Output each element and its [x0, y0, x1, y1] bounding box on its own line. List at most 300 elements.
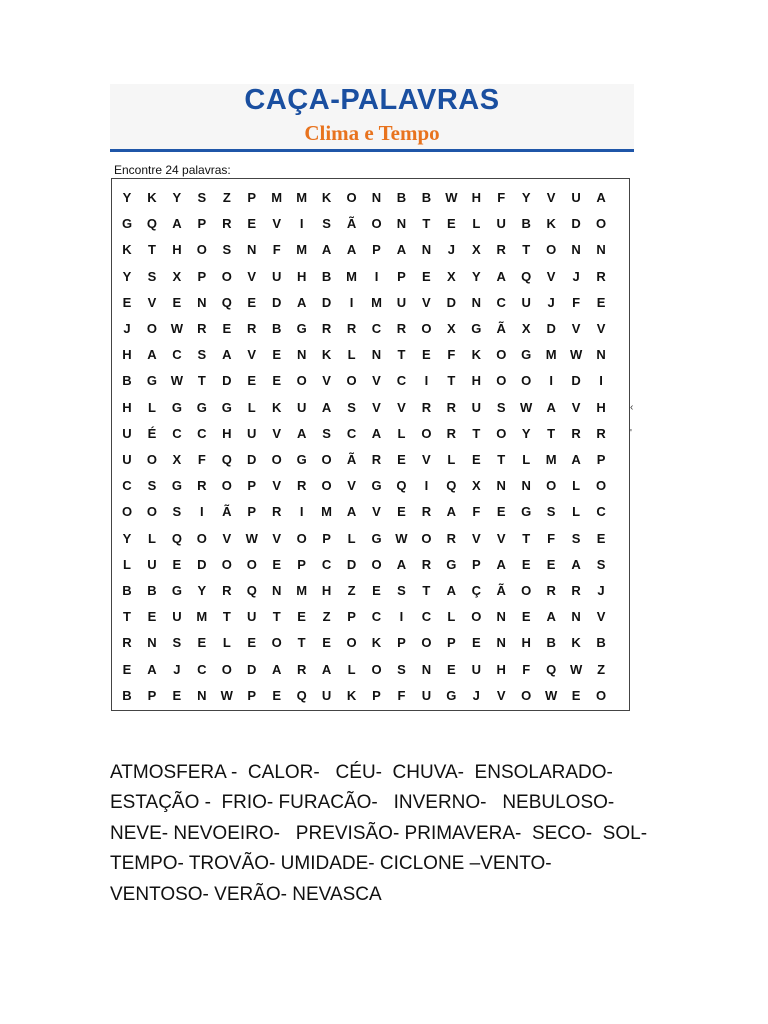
- grid-letter: L: [572, 478, 581, 494]
- grid-letter: L: [147, 399, 156, 415]
- grid-letter: T: [447, 373, 456, 389]
- grid-letter: N: [271, 583, 282, 598]
- grid-letter: N: [421, 242, 432, 258]
- grid-letter: V: [546, 268, 556, 284]
- grid-letter: Q: [446, 478, 457, 494]
- grid-letter: O: [496, 347, 507, 363]
- word-list-line: NEVE- NEVOEIRO- PREVISÃO- PRIMAVERA- SECO- SOL-: [110, 822, 648, 844]
- grid-letter: Y: [122, 268, 132, 284]
- grid-letter: O: [471, 609, 482, 625]
- grid-letter: A: [446, 504, 457, 520]
- grid-letter: C: [396, 373, 407, 389]
- grid-letter: C: [122, 478, 132, 494]
- grid-letter: Y: [172, 190, 182, 205]
- grid-letter: R: [197, 321, 207, 336]
- header-rule: [110, 149, 634, 152]
- grid-letter: O: [271, 635, 282, 651]
- grid-letter: V: [397, 399, 406, 415]
- grid-edge-mark: ': [630, 427, 632, 439]
- grid-letter: V: [272, 530, 282, 546]
- grid-letter: E: [496, 504, 506, 520]
- grid-letter: M: [296, 242, 308, 258]
- grid-letter: R: [296, 478, 307, 494]
- grid-letter: E: [172, 294, 182, 310]
- grid-letter: U: [396, 294, 407, 310]
- grid-letter: V: [471, 530, 481, 546]
- grid-letter: I: [299, 216, 304, 232]
- grid-letter: U: [122, 425, 132, 441]
- grid-letter: D: [197, 556, 207, 572]
- grid-letter: S: [322, 425, 331, 441]
- grid-letter: K: [271, 399, 282, 415]
- grid-letter: A: [571, 556, 581, 572]
- grid-letter: I: [399, 609, 404, 625]
- grid-letter: O: [595, 216, 607, 232]
- grid-letter: T: [222, 609, 231, 625]
- grid-row: [112, 368, 629, 394]
- grid-letter: H: [222, 425, 232, 441]
- grid-letter: E: [222, 321, 232, 336]
- grid-letter: E: [272, 687, 282, 703]
- grid-letter: S: [147, 478, 157, 494]
- grid-letter: S: [222, 242, 232, 258]
- grid-letter: N: [197, 687, 207, 703]
- grid-letter: A: [371, 425, 382, 441]
- grid-letter: N: [596, 242, 606, 258]
- grid-letter: É: [147, 425, 157, 441]
- grid-letter: O: [595, 687, 607, 703]
- grid-letter: U: [321, 687, 332, 703]
- grid-letter: V: [347, 478, 356, 494]
- grid-letter: M: [545, 452, 557, 467]
- grid-letter: P: [596, 452, 606, 467]
- grid-letter: V: [372, 504, 381, 520]
- grid-letter: E: [471, 635, 481, 651]
- grid-letter: F: [572, 294, 581, 310]
- grid-letter: L: [347, 661, 356, 677]
- grid-letter: K: [346, 687, 357, 703]
- grid-row: [112, 630, 629, 656]
- grid-letter: O: [221, 268, 232, 284]
- grid-letter: S: [596, 556, 606, 572]
- grid-letter: A: [496, 556, 506, 572]
- grid-letter: M: [296, 583, 308, 598]
- grid-letter: F: [197, 452, 206, 467]
- grid-letter: E: [247, 373, 257, 389]
- grid-letter: U: [271, 268, 282, 284]
- grid-letter: R: [346, 321, 357, 336]
- grid-letter: R: [222, 583, 232, 598]
- grid-letter: P: [322, 530, 331, 546]
- grid-letter: N: [396, 216, 407, 232]
- grid-letter: A: [496, 268, 506, 284]
- grid-letter: S: [546, 504, 556, 520]
- grid-letter: I: [349, 294, 354, 310]
- grid-letter: E: [247, 294, 257, 310]
- grid-letter: Ã: [496, 583, 506, 598]
- grid-letter: X: [471, 242, 481, 258]
- grid-letter: V: [596, 609, 606, 625]
- grid-letter: D: [271, 294, 282, 310]
- grid-letter: B: [122, 373, 132, 389]
- grid-letter: J: [572, 268, 580, 284]
- grid-letter: W: [170, 321, 184, 336]
- grid-letter: W: [220, 687, 233, 703]
- grid-letter: T: [472, 425, 481, 441]
- grid-letter: U: [247, 609, 257, 625]
- grid-letter: N: [147, 635, 157, 651]
- grid-letter: G: [371, 530, 382, 546]
- grid-letter: W: [569, 661, 583, 677]
- grid-letter: V: [147, 294, 157, 310]
- grid-letter: N: [571, 609, 581, 625]
- grid-letter: V: [571, 321, 581, 336]
- grid-letter: E: [471, 452, 481, 467]
- grid-letter: P: [372, 242, 381, 258]
- grid-letter: Q: [146, 216, 157, 232]
- grid-row: [112, 683, 629, 709]
- grid-letter: S: [197, 347, 207, 363]
- grid-letter: E: [247, 635, 257, 651]
- grid-letter: E: [596, 530, 606, 546]
- grid-letter: V: [422, 452, 431, 467]
- grid-letter: O: [371, 661, 382, 677]
- grid-letter: C: [172, 425, 182, 441]
- grid-letter: N: [371, 190, 382, 205]
- grid-letter: V: [247, 347, 257, 363]
- grid-letter: O: [521, 687, 532, 703]
- grid-letter: G: [521, 347, 532, 363]
- grid-letter: M: [371, 294, 382, 310]
- grid-letter: A: [296, 294, 307, 310]
- grid-letter: O: [296, 373, 307, 389]
- grid-letter: I: [549, 373, 553, 389]
- grid-letter: O: [595, 478, 607, 494]
- grid-letter: T: [147, 242, 156, 258]
- grid-letter: W: [395, 530, 408, 546]
- grid-letter: W: [170, 373, 184, 389]
- grid-letter: S: [322, 216, 331, 232]
- grid-letter: T: [272, 609, 281, 625]
- grid-letter: A: [321, 242, 332, 258]
- grid-letter: E: [272, 373, 282, 389]
- grid-letter: F: [397, 687, 406, 703]
- worksheet-subtitle: Clima e Tempo: [304, 121, 440, 145]
- grid-letter: V: [322, 373, 331, 389]
- grid-letter: X: [447, 321, 456, 336]
- grid-letter: O: [221, 478, 232, 494]
- grid-row: [112, 185, 629, 211]
- grid-letter: T: [422, 583, 431, 598]
- grid-letter: O: [421, 425, 432, 441]
- grid-letter: V: [571, 399, 581, 415]
- grid-letter: V: [496, 687, 506, 703]
- grid-letter: I: [374, 268, 379, 284]
- grid-letter: X: [471, 478, 481, 494]
- grid-letter: D: [446, 294, 457, 310]
- grid-row: [112, 604, 629, 630]
- grid-letter: G: [196, 399, 207, 415]
- grid-letter: H: [296, 268, 307, 284]
- grid-letter: M: [271, 190, 283, 205]
- grid-letter: G: [121, 216, 133, 232]
- grid-letter: E: [521, 609, 531, 625]
- grid-letter: Y: [521, 190, 531, 205]
- grid-letter: U: [571, 190, 581, 205]
- grid-letter: O: [371, 556, 382, 572]
- grid-letter: E: [372, 583, 381, 598]
- word-list-line: TEMPO- TROVÃO- UMIDADE- CICLONE –VENTO-: [110, 853, 552, 875]
- grid-letter: U: [172, 609, 182, 625]
- grid-letter: B: [546, 635, 556, 651]
- grid-letter: S: [172, 504, 182, 520]
- grid-letter: O: [296, 530, 307, 546]
- grid-row: [112, 395, 634, 421]
- grid-row: [112, 290, 629, 316]
- grid-letter: H: [172, 242, 182, 258]
- grid-letter: R: [571, 583, 581, 598]
- grid-letter: C: [321, 556, 332, 572]
- grid-letter: H: [596, 399, 606, 415]
- grid-letter: Z: [222, 190, 231, 205]
- grid-letter: A: [396, 242, 407, 258]
- grid-letter: R: [122, 635, 132, 651]
- grid-letter: V: [272, 216, 282, 232]
- grid-letter: Q: [396, 478, 407, 494]
- grid-letter: E: [546, 556, 556, 572]
- grid-letter: V: [496, 530, 506, 546]
- grid-letter: K: [147, 190, 157, 205]
- grid-letter: C: [197, 661, 207, 677]
- grid-letter: D: [546, 321, 556, 336]
- grid-letter: K: [546, 216, 556, 232]
- grid-letter: O: [196, 530, 207, 546]
- grid-letter: R: [321, 321, 332, 336]
- grid-letter: A: [596, 190, 606, 205]
- grid-letter: P: [297, 556, 306, 572]
- grid-row: [112, 657, 629, 683]
- grid-letter: R: [247, 321, 257, 336]
- grid-letter: Q: [221, 452, 232, 467]
- grid-letter: O: [271, 452, 282, 467]
- word-list-line: ESTAÇÃO - FRIO- FURACÃO- INVERNO- NEBULOSO-: [110, 792, 615, 814]
- grid-letter: N: [197, 294, 207, 310]
- grid-letter: R: [421, 399, 432, 415]
- grid-letter: R: [446, 530, 457, 546]
- grid-letter: O: [421, 321, 432, 336]
- grid-letter: C: [172, 347, 182, 363]
- grid-letter: E: [571, 687, 581, 703]
- grid-letter: T: [547, 425, 556, 441]
- grid-letter: A: [147, 347, 157, 363]
- grid-letter: U: [521, 294, 531, 310]
- grid-letter: A: [271, 661, 282, 677]
- grid-letter: A: [571, 452, 581, 467]
- grid-letter: G: [521, 504, 532, 520]
- grid-letter: A: [321, 661, 332, 677]
- grid-letter: A: [546, 399, 556, 415]
- grid-letter: J: [123, 321, 131, 336]
- grid-letter: T: [123, 609, 131, 625]
- grid-letter: U: [147, 556, 157, 572]
- grid-row: [112, 526, 629, 552]
- grid-letter: Ã: [222, 504, 232, 520]
- grid-letter: P: [197, 216, 207, 232]
- grid-letter: J: [173, 661, 181, 677]
- grid-letter: G: [371, 478, 382, 494]
- grid-letter: Q: [546, 661, 557, 677]
- grid-letter: E: [122, 661, 132, 677]
- grid-letter: O: [196, 242, 207, 258]
- grid-letter: A: [446, 583, 457, 598]
- grid-letter: U: [122, 452, 132, 467]
- grid-letter: N: [521, 478, 531, 494]
- grid-row: [112, 552, 629, 578]
- grid-letter: E: [596, 294, 606, 310]
- grid-letter: L: [572, 504, 581, 520]
- grid-letter: V: [247, 268, 257, 284]
- word-list: [110, 758, 670, 910]
- grid-letter: X: [172, 268, 182, 284]
- grid-letter: O: [546, 242, 557, 258]
- grid-letter: Q: [296, 687, 307, 703]
- grid-letter: R: [546, 583, 556, 598]
- grid-letter: R: [446, 425, 457, 441]
- grid-letter: P: [447, 635, 456, 651]
- grid-letter: H: [496, 661, 506, 677]
- grid-letter: G: [171, 399, 182, 415]
- grid-letter: I: [200, 504, 204, 520]
- grid-letter: O: [221, 556, 232, 572]
- grid-letter: F: [272, 242, 281, 258]
- grid-letter: H: [122, 399, 132, 415]
- grid-letter: E: [247, 216, 257, 232]
- word-list-line: ATMOSFERA - CALOR- CÉU- CHUVA- ENSOLARADO-: [110, 762, 613, 783]
- grid-letter: L: [222, 635, 231, 651]
- grid-letter: O: [321, 452, 332, 467]
- grid-letter: R: [396, 321, 407, 336]
- grid-row: [112, 316, 629, 342]
- grid-letter: Y: [521, 425, 531, 441]
- grid-letter: U: [496, 216, 506, 232]
- grid-letter: S: [397, 583, 406, 598]
- grid-letter: L: [247, 399, 256, 415]
- grid-letter: S: [397, 661, 406, 677]
- grid-letter: T: [197, 373, 206, 389]
- grid-row: [112, 342, 629, 368]
- grid-letter: B: [122, 687, 132, 703]
- grid-letter: P: [247, 190, 257, 205]
- grid-letter: X: [447, 268, 456, 284]
- grid-letter: F: [497, 190, 506, 205]
- grid-letter: F: [472, 504, 481, 520]
- grid-letter: N: [247, 242, 257, 258]
- grid-letter: R: [296, 661, 307, 677]
- worksheet-title: CAÇA-PALAVRAS: [244, 84, 500, 116]
- grid-letter: W: [569, 347, 583, 363]
- grid-letter: Q: [246, 583, 257, 598]
- grid-letter: T: [422, 216, 431, 232]
- grid-letter: B: [396, 190, 407, 205]
- grid-letter: M: [346, 268, 357, 284]
- grid-letter: G: [446, 556, 457, 572]
- grid-letter: U: [421, 687, 432, 703]
- grid-letter: R: [446, 399, 457, 415]
- grid-letter: J: [547, 294, 555, 310]
- grid-letter: E: [322, 635, 331, 651]
- grid-letter: O: [321, 478, 332, 494]
- grid-letter: A: [222, 347, 232, 363]
- grid-letter: L: [472, 216, 481, 232]
- grid-letter: U: [471, 399, 481, 415]
- grid-letter: D: [247, 452, 257, 467]
- grid-letter: K: [571, 635, 581, 651]
- grid-letter: V: [422, 294, 431, 310]
- grid-letter: C: [371, 321, 382, 336]
- grid-letter: V: [222, 530, 232, 546]
- grid-letter: G: [296, 321, 307, 336]
- grid-letter: U: [247, 425, 257, 441]
- grid-letter: N: [471, 294, 481, 310]
- grid-letter: E: [147, 609, 157, 625]
- grid-letter: O: [421, 530, 432, 546]
- grid-letter: M: [296, 190, 308, 205]
- grid-letter: O: [146, 321, 157, 336]
- grid-letter: M: [196, 609, 208, 625]
- grid-letter: E: [122, 294, 132, 310]
- grid-letter: P: [372, 687, 381, 703]
- grid-letter: Z: [322, 609, 331, 625]
- grid-letter: D: [222, 373, 232, 389]
- grid-letter: N: [571, 242, 581, 258]
- grid-edge-mark: ‹: [630, 401, 634, 413]
- grid-letter: E: [422, 268, 431, 284]
- grid-letter: T: [522, 530, 531, 546]
- grid-row: [112, 447, 629, 473]
- grid-letter: Ã: [346, 452, 357, 467]
- grid-letter: N: [496, 609, 506, 625]
- grid-letter: T: [397, 347, 406, 363]
- grid-letter: S: [571, 530, 581, 546]
- grid-letter: P: [397, 268, 406, 284]
- grid-letter: L: [522, 452, 531, 467]
- grid-letter: B: [271, 321, 282, 336]
- grid-letter: D: [346, 556, 357, 572]
- grid-letter: M: [321, 504, 333, 520]
- word-search-grid: [111, 178, 634, 711]
- grid-letter: V: [372, 373, 381, 389]
- grid-letter: S: [496, 399, 506, 415]
- word-list-line: VENTOSO- VERÃO- NEVASCA: [110, 883, 382, 905]
- grid-letter: A: [296, 425, 307, 441]
- grid-letter: N: [371, 347, 382, 363]
- grid-letter: I: [299, 504, 304, 520]
- grid-letter: T: [297, 635, 306, 651]
- grid-letter: T: [497, 452, 506, 467]
- grid-letter: O: [146, 504, 157, 520]
- grid-letter: W: [545, 687, 558, 703]
- grid-letter: L: [123, 556, 131, 572]
- grid-letter: N: [296, 347, 307, 363]
- grid-letter: P: [247, 687, 257, 703]
- grid-letter: H: [122, 347, 132, 363]
- grid-letter: C: [197, 425, 207, 441]
- grid-letter: P: [147, 687, 157, 703]
- grid-letter: S: [197, 190, 207, 205]
- grid-letter: F: [447, 347, 456, 363]
- grid-letter: K: [321, 190, 332, 205]
- grid-letter: B: [421, 190, 432, 205]
